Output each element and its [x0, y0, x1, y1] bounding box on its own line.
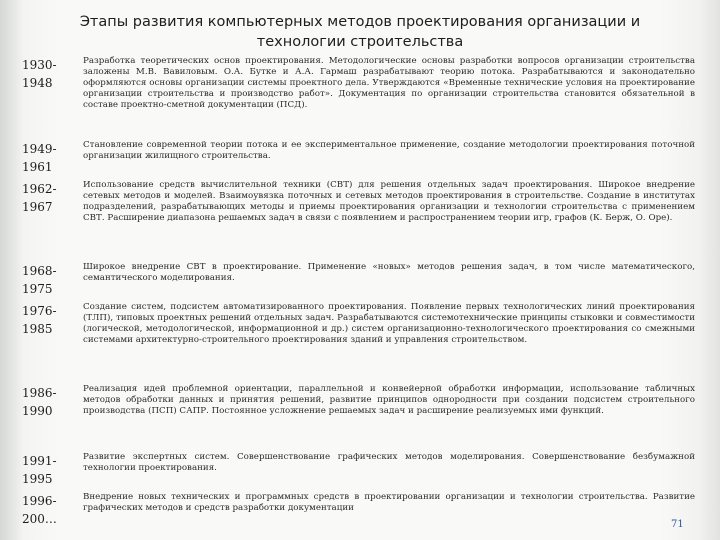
- period-cell: 1986-1990: [22, 386, 57, 418]
- description-cell: Широкое внедрение СВТ в проектирование. Применение «новых» методов решения задач, в том числе математического, семантического моделирования.: [83, 262, 695, 283]
- description-cell: Разработка теоретических основ проектирования. Методологические основы разработки вопросов организации строительства заложены М.В. Вавиловым. О.А. Бутке и А.А. Гармаш разрабатывают теорию потока. Разрабатываются и законодательно оформляются основы организации системы проектного дела. Утверждаются «Временные технические условия на проектирование организации строительства и производство работ». Документация по организации строительства становится обязательной в составе проектно-сметной документации (ПСД).: [83, 56, 695, 110]
- period-cell: 1968-1975: [22, 264, 57, 296]
- page-number: 71: [671, 519, 684, 530]
- description-cell: Реализация идей проблемной ориентации, параллельной и конвейерной обработки информации, использование табличных методов обработки данных и принятия решений, развитие принципов однородности при создании подсистем строительного производства (ПСП) САПР. Постоянное усложнение решаемых задач и расширение реализуемых ими функций.: [83, 384, 695, 416]
- description-cell: Внедрение новых технических и программных средств в проектировании организации и технологии строительства. Развитие графических методов и средств разработки документации: [83, 492, 695, 513]
- period-cell: 1976-1985: [22, 304, 57, 336]
- period-cell: 1930-1948: [22, 58, 57, 90]
- period-cell: 1996-200…: [22, 494, 57, 526]
- period-cell: 1949-1961: [22, 142, 57, 174]
- description-cell: Развитие экспертных систем. Совершенствование графических методов моделирования. Совершенствование безбумажной технологии проектирования.: [83, 452, 695, 473]
- slide-title: Этапы развития компьютерных методов проектирования организации и технологии строительства: [79, 14, 641, 50]
- description-cell: Создание систем, подсистем автоматизированного проектирования. Появление первых технологических линий проектирования (ТЛП), типовых проектных решений отдельных задач. Разрабатываются системотехнические принципы стыковки и совместимости (логической, методологической, информационной и др.) систем организационно-технологического проектирования со смежными системами архитектурно-строительного проектирования зданий и управления строительством.: [83, 302, 695, 345]
- description-cell: Использование средств вычислительной техники (СВТ) для решения отдельных задач проектирования. Широкое внедрение сетевых методов и моделей. Взаимоувязка поточных и сетевых методов проектирования в строительстве. Создание в институтах подразделений, разрабатывающих методы и приемы проектирования организации и технологии строительства с применением СВТ. Расширение диапазона решаемых задач в связи с появлением и распространением теории игр, графов (К. Берж, О. Оре).: [83, 180, 695, 223]
- period-cell: 1962-1967: [22, 182, 57, 214]
- period-cell: 1991-1995: [22, 454, 57, 486]
- description-cell: Становление современной теории потока и ее экспериментальное применение, создание методологии проектирования поточной организации жилищного строительства.: [83, 140, 695, 161]
